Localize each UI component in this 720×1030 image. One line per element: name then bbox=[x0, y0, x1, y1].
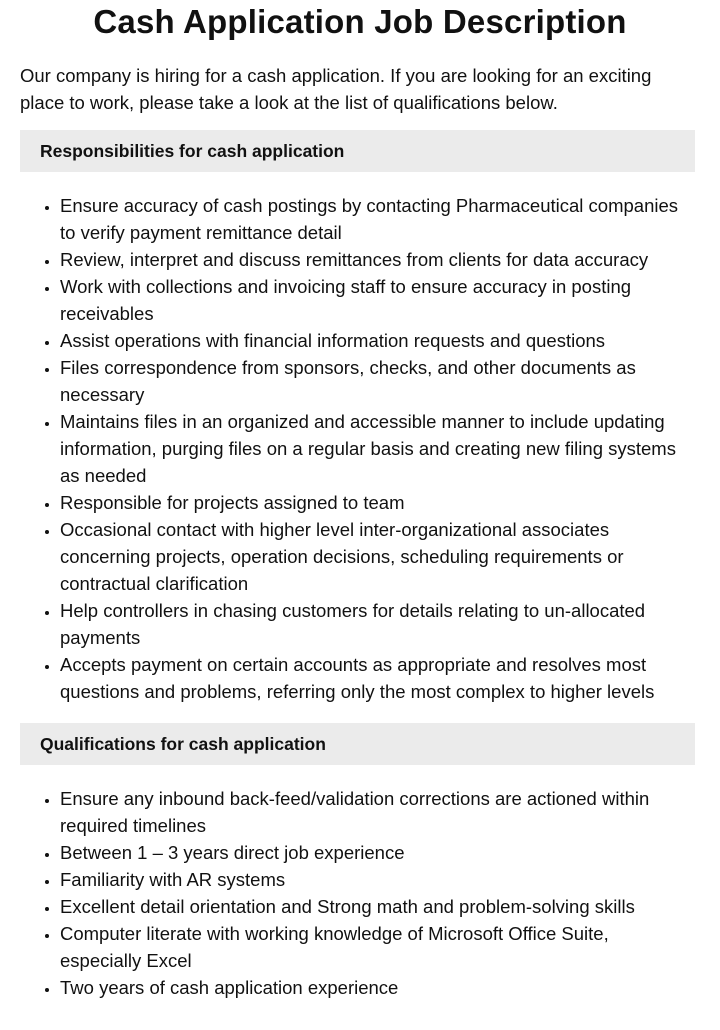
list-item: • Familiarity with AR systems bbox=[60, 866, 695, 893]
list-item: • Ensure accuracy of cash postings by contacting Pharmaceutical companies to verify payment remittance detail bbox=[60, 192, 695, 246]
list-item: • Files correspondence from sponsors, checks, and other documents as necessary bbox=[60, 354, 695, 408]
list-item: • Ensure any inbound back-feed/validation corrections are actioned within required timelines bbox=[60, 785, 695, 839]
list-item: • Computer literate with working knowledge of Microsoft Office Suite, especially Excel bbox=[60, 920, 695, 974]
list-item: • Responsible for projects assigned to team bbox=[60, 489, 695, 516]
qualifications-heading: Qualifications for cash application bbox=[20, 723, 695, 765]
list-item: • Review, interpret and discuss remittances from clients for data accuracy bbox=[60, 246, 695, 273]
qualifications-list bbox=[20, 785, 695, 1001]
list-item: • Occasional contact with higher level inter-organizational associates concerning projects, operation decisions, scheduling requirements or contractual clarification bbox=[60, 516, 695, 597]
list-item: • Between 1 – 3 years direct job experience bbox=[60, 839, 695, 866]
list-item: • Work with collections and invoicing staff to ensure accuracy in posting receivables bbox=[60, 273, 695, 327]
responsibilities-list bbox=[20, 192, 695, 705]
list-item: • Maintains files in an organized and accessible manner to include updating information, purging files on a regular basis and creating new filing systems as needed bbox=[60, 408, 695, 489]
list-item: • Accepts payment on certain accounts as appropriate and resolves most questions and problems, referring only the most complex to higher levels bbox=[60, 651, 695, 705]
responsibilities-heading: Responsibilities for cash application bbox=[20, 130, 695, 172]
intro-paragraph: Our company is hiring for a cash application. If you are looking for an exciting place to work, please take a look at the list of qualifications below. bbox=[20, 65, 652, 113]
list-item: • Excellent detail orientation and Strong math and problem-solving skills bbox=[60, 893, 695, 920]
list-item: • Assist operations with financial information requests and questions bbox=[60, 327, 695, 354]
list-item: • Help controllers in chasing customers for details relating to un-allocated payments bbox=[60, 597, 695, 651]
list-item: • Two years of cash application experience bbox=[60, 974, 695, 1001]
page-title: Cash Application Job Description bbox=[93, 3, 627, 40]
